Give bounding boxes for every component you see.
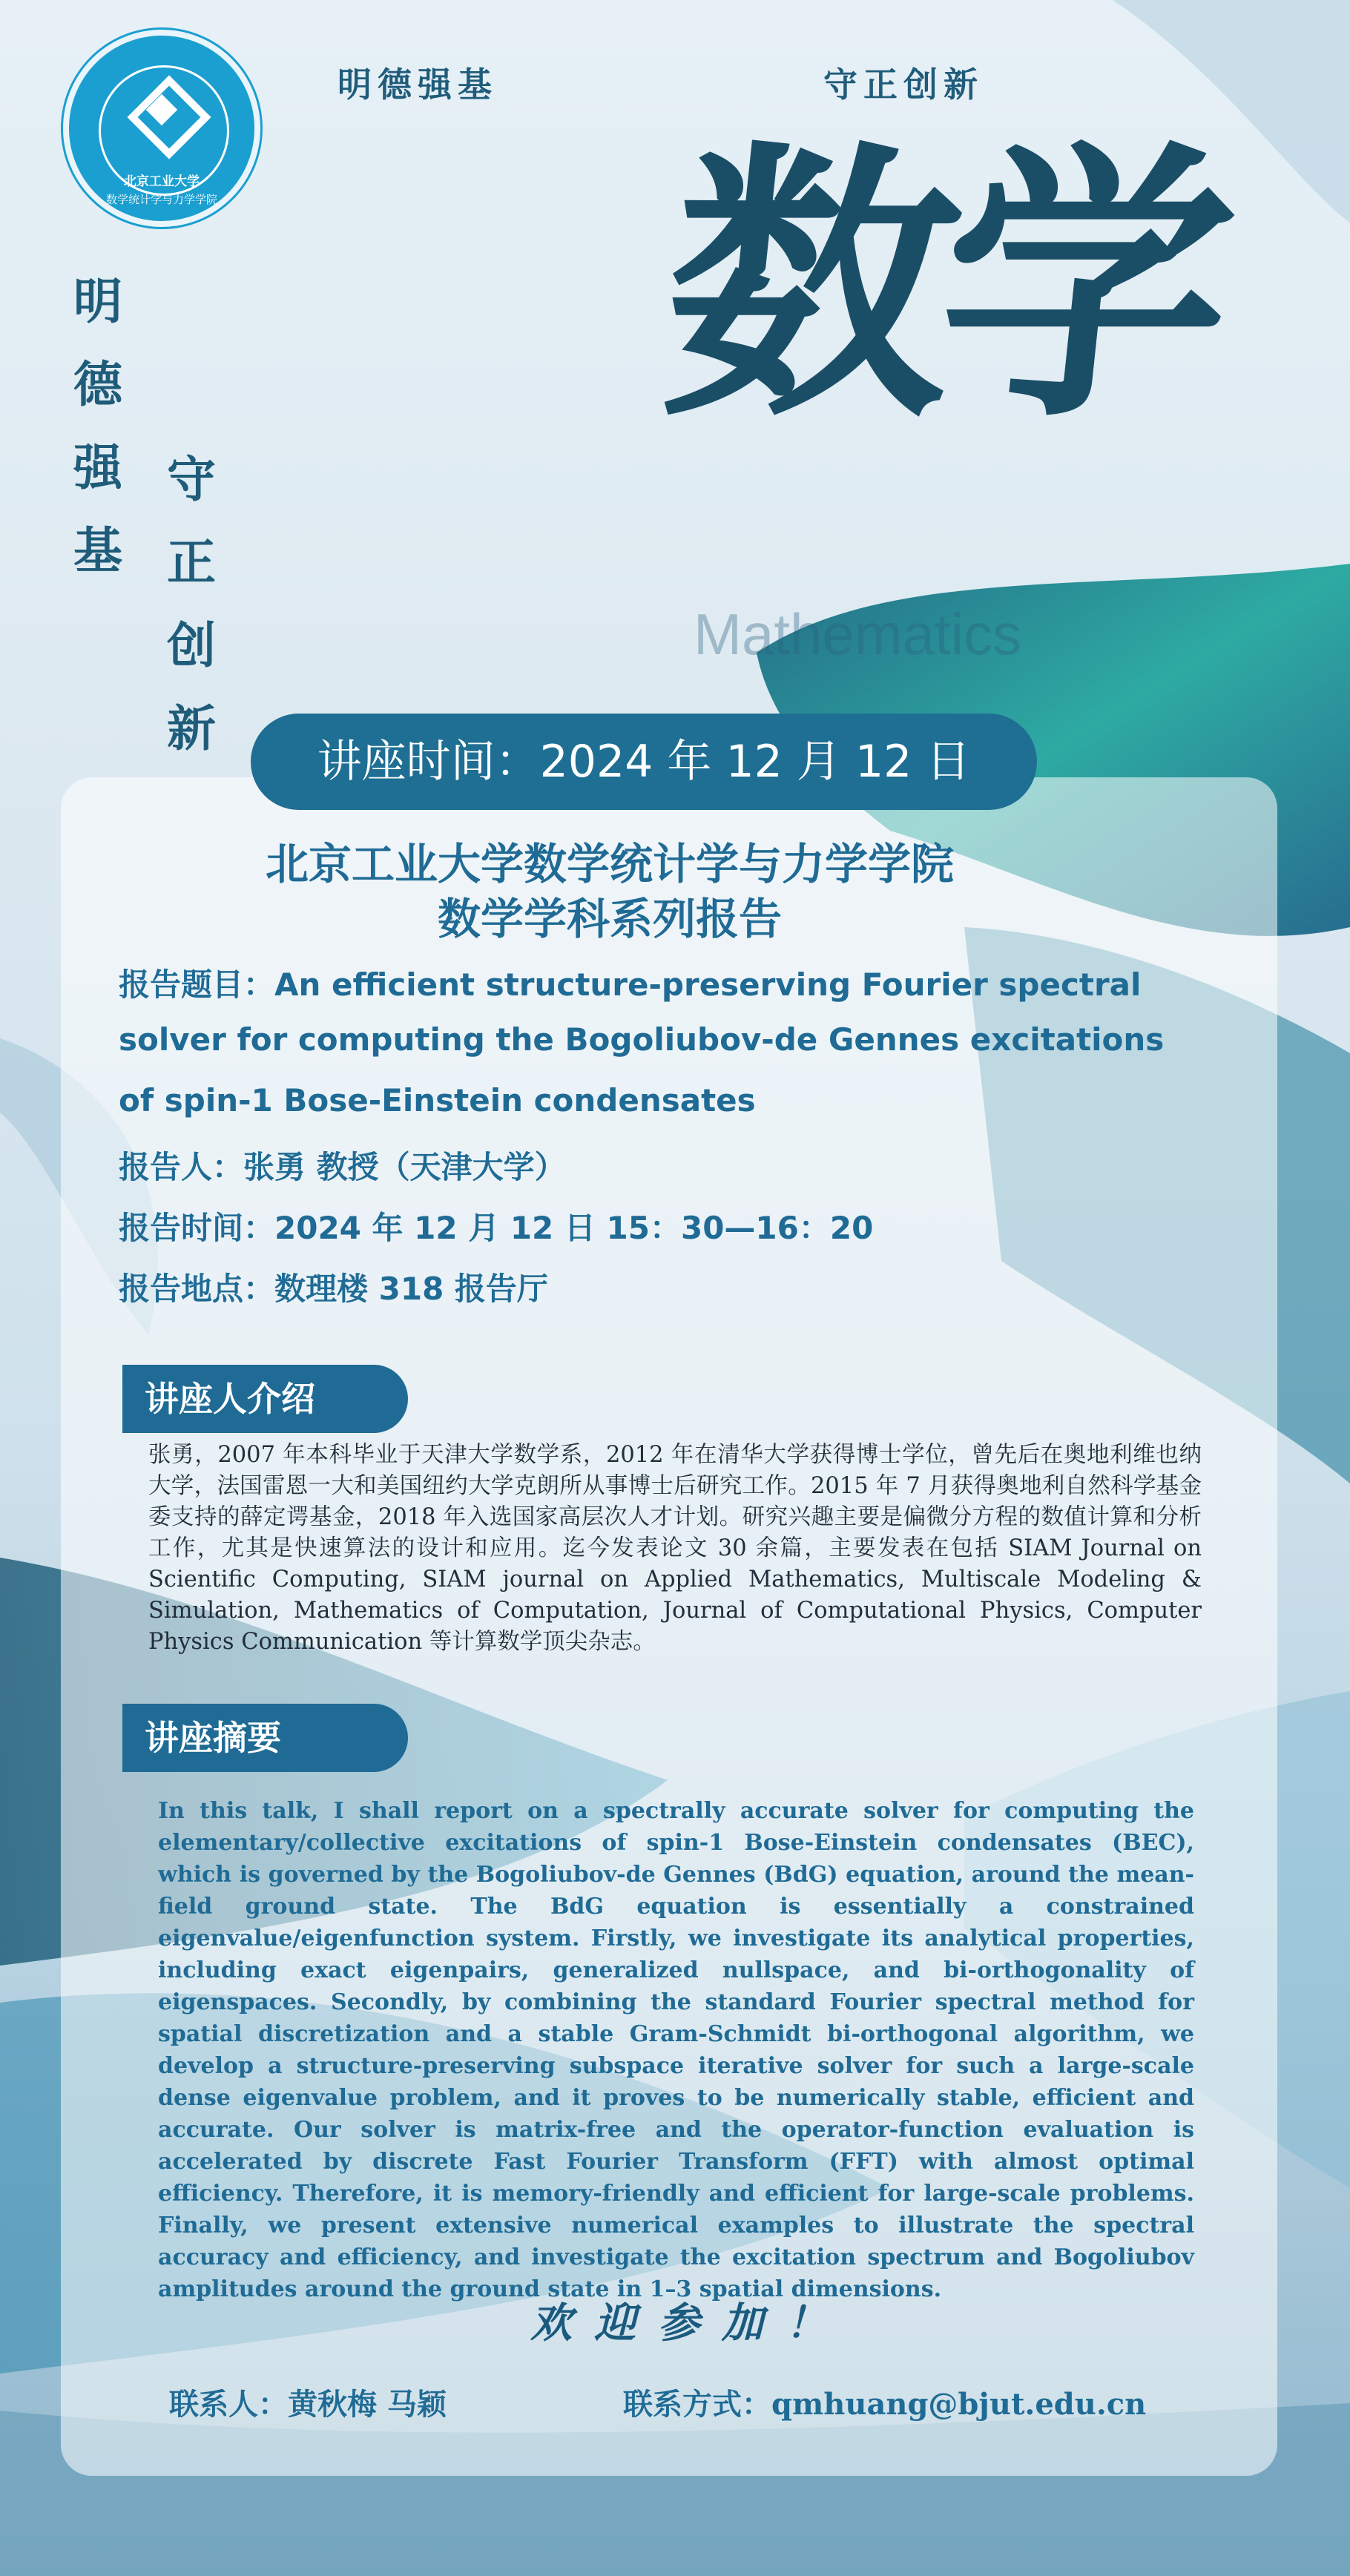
contact-email[interactable]: qmhuang@bjut.edu.cn <box>771 2387 1147 2422</box>
speaker-bio: 张勇，2007 年本科毕业于天津大学数学系，2012 年在清华大学获得博士学位，曾先后在奥地利维也纳大学，法国雷恩一大和美国纽约大学克朗所从事博士后研究工作。2015 年 7 月获得奥地利自然科学基金委支持的薛定谔基金，2018 年入选国家高层次人才计划。研究兴趣主要是偏微分方程的数值计算和分析工作，尤其是快速算法的设计和应用。迄今发表论文 30 余篇，主要发表在包括 SIAM Journal on Scientific Computing, SIAM journal on Applied Mathematics, Multiscale Modeling & Simulation, Mathematics of Computation, Journal of Computational Physics, Computer Physics Communication 等计算数学顶尖杂志。 <box>148 1442 1202 1655</box>
report-time: 报告时间：2024 年 12 月 12 日 15：30—16：20 <box>119 1210 874 1246</box>
headline-title: 数学 <box>649 116 1235 455</box>
slogan-vertical-1: 明德强基 <box>73 272 122 579</box>
contact-label: 联系方式： <box>623 2388 771 2422</box>
contact-info <box>623 2381 1146 2423</box>
welcome-text: 欢迎参加！ <box>530 2299 849 2348</box>
logo-script: 北京工业大学 <box>124 174 200 189</box>
report-topic-line1: 报告题目：An efficient structure-preserving Fourier spectral <box>119 966 1142 1003</box>
report-speaker: 报告人：张勇 教授（天津大学） <box>119 1149 566 1185</box>
report-topic-line3: of spin-1 Bose-Einstein condensates <box>119 1082 756 1119</box>
speaker-section-heading: 讲座人介绍 <box>122 1365 408 1433</box>
school-logo <box>63 30 260 227</box>
report-topic-line2: solver for computing the Bogoliubov-de Gennes excitations <box>119 1021 1165 1058</box>
report-location: 报告地点：数理楼 318 报告厅 <box>119 1271 548 1307</box>
contact-people: 联系人：黄秋梅 马颖 <box>169 2388 447 2422</box>
slogan-vertical-2: 守正创新 <box>167 450 216 757</box>
headline-subtitle: Mathematics <box>694 602 1022 667</box>
logo-subtitle: 数学统计学与力学学院 <box>105 193 217 206</box>
slogan-top-left: 明德强基 <box>338 65 498 105</box>
date-banner: 讲座时间：2024 年 12 月 12 日 <box>251 714 1037 810</box>
slogan-top-right: 守正创新 <box>823 65 984 105</box>
abstract-section-heading: 讲座摘要 <box>122 1704 408 1772</box>
report-title-line2: 数学学科系列报告 <box>437 894 782 944</box>
abstract-text: In this talk, I shall report on a spectrally accurate solver for computing the elementary/collective excitations of spin-1 Bose-Einstein condensates (BEC), which is governed by the Bogoliubov-de Gennes (BdG) equation, around the mean-field ground state. The BdG equation is essentially a constrained eigenvalue/eigenfunction system. Firstly, we investigate its analytical properties, including exact eigenpairs, generalized nullspace, and bi-orthogonality of eigenspaces. Secondly, by combining the standard Fourier spectral method for spatial discretization and a stable Gram-Schmidt bi-orthogonal algorithm, we develop a structure-preserving subspace iterative solver for such a large-scale dense eigenvalue problem, and it proves to be numerically stable, efficient and accurate. Our solver is matrix-free and the operator-function evaluation is accelerated by discrete Fast Fourier Transform (FFT) with almost optimal efficiency. Therefore, it is memory-friendly and efficient for large-scale problems. Finally, we present extensive numerical examples to illustrate the spectral accuracy and efficiency, and investigate the excitation spectrum and Bogoliubov amplitudes around the ground state in 1–3 spatial dimensions. <box>158 1798 1194 2302</box>
report-title-line1: 北京工业大学数学统计学与力学学院 <box>265 839 954 889</box>
